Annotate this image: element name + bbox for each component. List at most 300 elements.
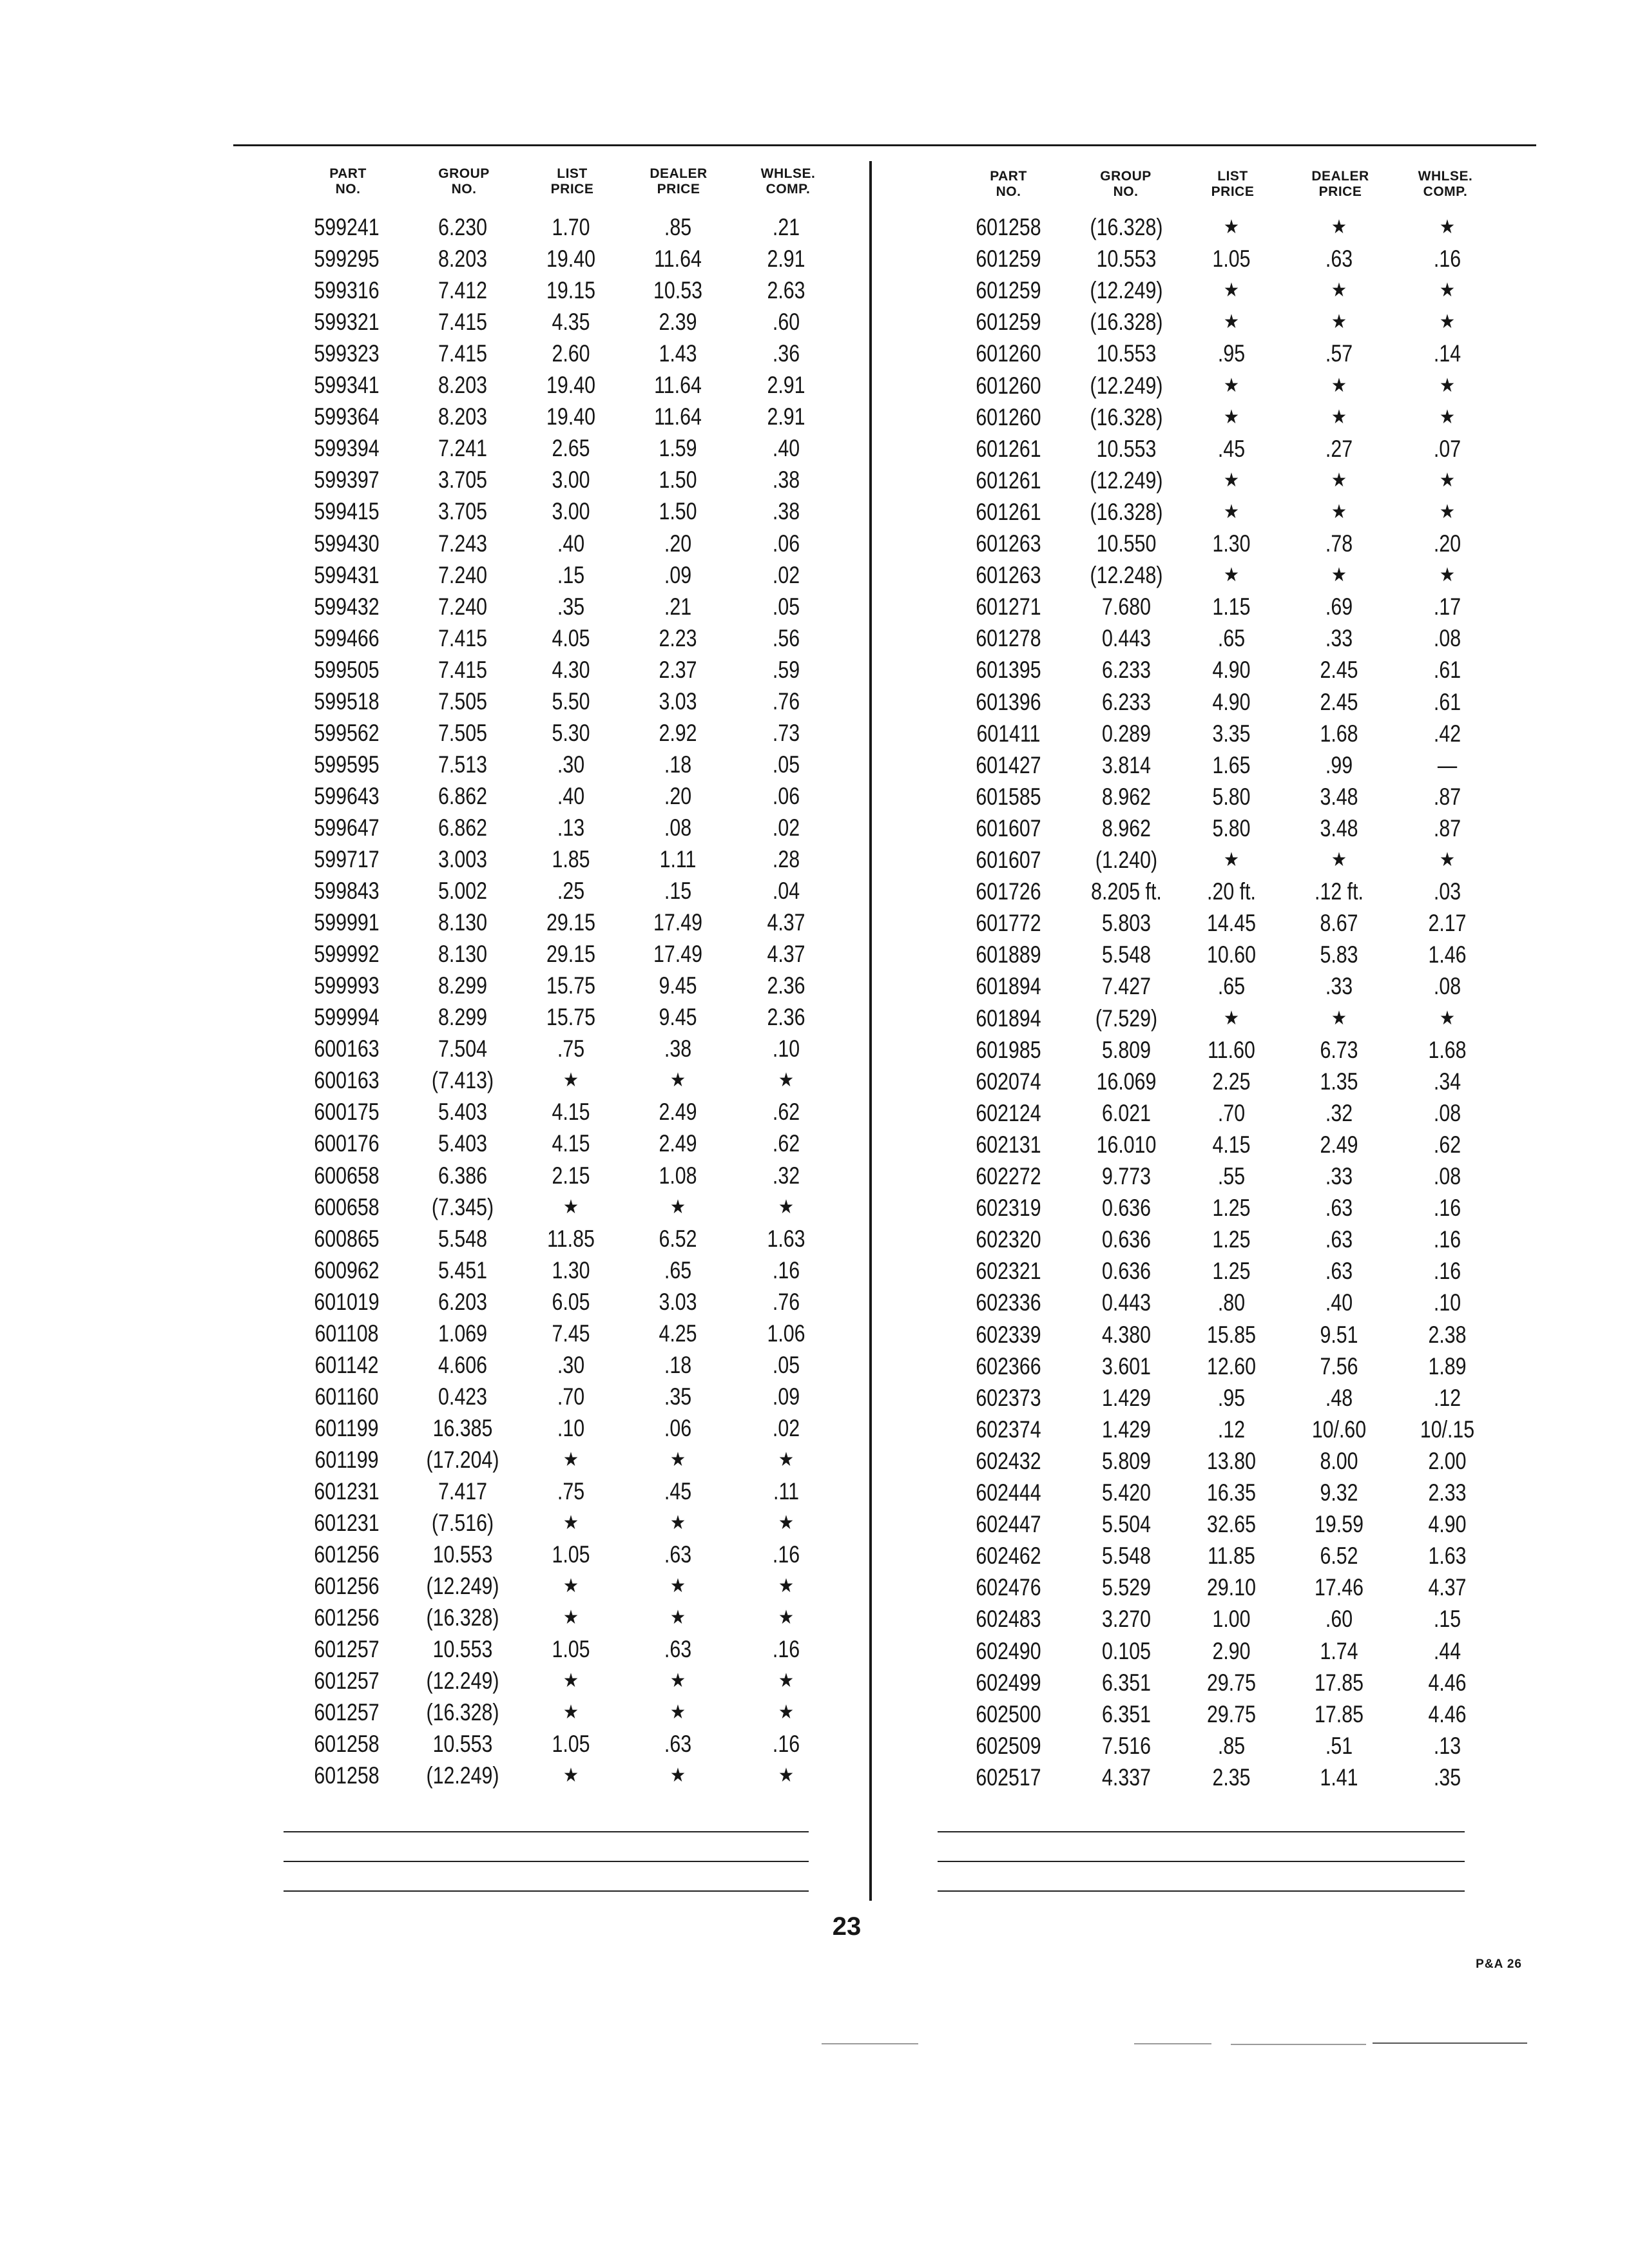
list-price-cell: 3.00: [552, 466, 590, 494]
table-row: [938, 812, 1518, 844]
group-no-cell: (12.249): [426, 1667, 499, 1695]
group-no-cell: 7.240: [438, 593, 487, 620]
list-price-cell: .30: [557, 1351, 585, 1378]
whlse-comp-cell: 2.91: [767, 372, 805, 399]
table-row: [284, 1728, 863, 1760]
table-row: [284, 622, 863, 654]
list-price-cell: 2.35: [1212, 1763, 1251, 1791]
group-no-cell: (7.413): [431, 1067, 494, 1094]
dealer-price-cell: 1.08: [659, 1162, 697, 1189]
group-no-cell: (12.249): [1090, 466, 1163, 494]
group-no-cell: 3.705: [438, 498, 487, 525]
list-price-cell: 14.45: [1207, 910, 1256, 937]
dealer-price-cell: ★: [670, 1670, 686, 1692]
whlse-comp-cell: .62: [772, 1130, 800, 1157]
list-price-cell: 1.30: [1212, 530, 1251, 557]
group-no-cell: 5.002: [438, 878, 487, 905]
table-row: [284, 843, 863, 875]
list-price-cell: 4.35: [552, 309, 590, 336]
whlse-comp-cell: 4.37: [1428, 1574, 1467, 1601]
list-price-cell: 2.90: [1212, 1637, 1251, 1664]
group-no-cell: 0.443: [1102, 1289, 1151, 1316]
group-no-cell: 5.420: [1102, 1479, 1151, 1506]
dealer-price-cell: .51: [1325, 1732, 1353, 1759]
part-no-cell: 601257: [314, 1636, 380, 1663]
part-no-cell: 599397: [314, 466, 380, 494]
dealer-price-cell: .12 ft.: [1315, 878, 1364, 905]
part-no-cell: 601259: [976, 277, 1041, 304]
whlse-comp-cell: .76: [772, 1288, 800, 1315]
dealer-price-cell: .48: [1325, 1384, 1353, 1411]
group-no-cell: 10.553: [432, 1636, 493, 1663]
part-no-cell: 601260: [976, 403, 1041, 430]
list-price-cell: 1.85: [552, 846, 590, 872]
dealer-price-cell: 11.64: [654, 403, 702, 430]
whlse-comp-cell: .04: [772, 878, 800, 905]
table-row: [284, 1254, 863, 1286]
table-row: [938, 907, 1518, 939]
dealer-price-cell: .57: [1325, 340, 1353, 367]
dealer-price-cell: 2.92: [659, 719, 697, 746]
part-no-cell: 602131: [976, 1131, 1041, 1158]
table-row: [938, 1571, 1518, 1603]
whlse-comp-cell: 4.46: [1428, 1700, 1467, 1727]
part-no-cell: 599647: [314, 814, 380, 841]
table-row: [284, 717, 863, 749]
whlse-comp-cell: .60: [772, 309, 800, 336]
header-part-no: PART NO.: [329, 166, 367, 197]
table-row: [284, 243, 863, 274]
group-no-cell: 7.417: [438, 1478, 487, 1504]
list-price-cell: 16.35: [1207, 1479, 1256, 1506]
part-no-cell: 601772: [976, 910, 1041, 937]
dealer-price-cell: .20: [664, 530, 692, 557]
dealer-price-cell: ★: [670, 1070, 686, 1091]
group-no-cell: 8.203: [438, 403, 487, 430]
part-no-cell: 601108: [314, 1320, 379, 1347]
part-no-cell: 602074: [976, 1068, 1041, 1095]
list-price-cell: .95: [1217, 1384, 1246, 1411]
part-no-cell: 601199: [314, 1414, 379, 1441]
list-price-cell: 3.00: [552, 498, 590, 525]
dealer-price-cell: .63: [664, 1636, 692, 1663]
part-no-cell: 601256: [314, 1573, 380, 1600]
dealer-price-cell: .63: [1325, 1195, 1353, 1222]
table-row: [938, 1097, 1518, 1129]
dealer-price-cell: 1.11: [659, 846, 697, 872]
dealer-price-cell: 1.43: [659, 340, 697, 367]
list-price-cell: 1.05: [552, 1731, 590, 1758]
list-price-cell: 4.15: [552, 1130, 590, 1157]
list-price-cell: .25: [557, 878, 585, 905]
table-row: [938, 1129, 1518, 1160]
part-no-cell: 599993: [314, 972, 380, 999]
dealer-price-cell: .63: [1325, 245, 1353, 273]
table-row: [284, 1001, 863, 1033]
list-price-cell: 11.85: [1208, 1542, 1255, 1570]
dealer-price-cell: 6.52: [659, 1225, 697, 1252]
part-no-cell: 600658: [314, 1193, 380, 1220]
whlse-comp-cell: .87: [1433, 814, 1461, 841]
table-row: [938, 211, 1518, 243]
blank-line: [284, 1861, 809, 1862]
dealer-price-cell: ★: [670, 1512, 686, 1534]
list-price-cell: 2.65: [552, 435, 590, 462]
list-price-cell: .70: [1217, 1099, 1246, 1126]
dealer-price-cell: ★: [1331, 849, 1347, 870]
part-no-cell: 599643: [314, 782, 380, 809]
whlse-comp-cell: .21: [772, 214, 800, 240]
whlse-comp-cell: .16: [772, 1731, 800, 1758]
part-no-cell: 602432: [976, 1447, 1041, 1474]
group-no-cell: (16.328): [1090, 498, 1163, 525]
group-no-cell: 0.289: [1102, 720, 1151, 747]
dealer-price-cell: 3.03: [659, 1288, 697, 1315]
whlse-comp-cell: .20: [1433, 530, 1461, 557]
part-no-cell: 602499: [976, 1669, 1041, 1696]
list-price-cell: 7.45: [552, 1320, 590, 1347]
whlse-comp-cell: .38: [772, 498, 800, 525]
table-row: [938, 1603, 1518, 1635]
list-price-cell: 1.05: [1212, 245, 1251, 273]
dealer-price-cell: 19.59: [1315, 1511, 1364, 1538]
part-no-cell: 602500: [976, 1700, 1041, 1727]
group-no-cell: 7.680: [1102, 593, 1151, 620]
part-no-cell: 601263: [976, 562, 1041, 589]
table-row: [284, 369, 863, 401]
whlse-comp-cell: ★: [778, 1670, 795, 1692]
table-row: [284, 1507, 863, 1539]
header-list-price: LIST PRICE: [550, 166, 594, 197]
dealer-price-cell: 9.45: [659, 972, 697, 999]
group-no-cell: 10.553: [1096, 340, 1157, 367]
whlse-comp-cell: 2.33: [1428, 1479, 1467, 1506]
whlse-comp-cell: .59: [772, 656, 800, 683]
whlse-comp-cell: .28: [772, 846, 800, 872]
whlse-comp-cell: .02: [772, 561, 800, 588]
part-no-cell: 601142: [314, 1351, 379, 1378]
group-no-cell: 7.415: [438, 340, 487, 367]
list-price-cell: ★: [1223, 469, 1240, 491]
table-row: [938, 1477, 1518, 1508]
list-price-cell: ★: [1223, 280, 1240, 302]
table-row: [938, 1034, 1518, 1066]
whlse-comp-cell: 4.46: [1428, 1669, 1467, 1696]
group-no-cell: 16.069: [1096, 1068, 1157, 1095]
list-price-cell: 5.80: [1212, 783, 1251, 810]
whlse-comp-cell: .61: [1433, 688, 1461, 715]
table-row: [284, 1539, 863, 1570]
list-price-cell: .85: [1217, 1732, 1246, 1759]
header-part-no: PART NO.: [990, 169, 1027, 199]
group-no-cell: 4.337: [1102, 1763, 1151, 1791]
part-no-cell: 599994: [314, 1004, 380, 1031]
table-row: [284, 306, 863, 338]
whlse-comp-cell: .16: [1433, 245, 1461, 273]
table-row: [284, 907, 863, 938]
dealer-price-cell: ★: [1331, 564, 1347, 586]
list-price-cell: .75: [557, 1035, 585, 1062]
whlse-comp-cell: .13: [1433, 1732, 1461, 1759]
group-no-cell: 16.385: [432, 1414, 493, 1441]
group-no-cell: 6.203: [438, 1288, 487, 1315]
part-no-cell: 601256: [314, 1604, 380, 1631]
part-no-cell: 601199: [314, 1446, 379, 1473]
part-no-cell: 599595: [314, 751, 380, 778]
group-no-cell: 6.233: [1102, 657, 1151, 684]
part-no-cell: 600962: [314, 1256, 380, 1283]
group-no-cell: (7.516): [431, 1510, 494, 1537]
list-price-cell: 19.40: [546, 245, 595, 273]
group-no-cell: 5.803: [1102, 910, 1151, 937]
list-price-cell: ★: [1223, 406, 1240, 428]
group-no-cell: 6.351: [1102, 1700, 1151, 1727]
dealer-price-cell: 2.45: [1320, 657, 1358, 684]
list-price-cell: 15.85: [1207, 1321, 1256, 1348]
whlse-comp-cell: .15: [1433, 1606, 1461, 1633]
dealer-price-cell: ★: [1331, 374, 1347, 396]
part-no-cell: 601263: [976, 530, 1041, 557]
table-row: [938, 1224, 1518, 1255]
group-no-cell: 3.814: [1102, 751, 1151, 778]
table-row: [284, 970, 863, 1001]
list-price-cell: ★: [1223, 1007, 1240, 1029]
whlse-comp-cell: 1.63: [767, 1225, 805, 1252]
dealer-price-cell: .21: [664, 593, 692, 620]
list-price-cell: 1.15: [1212, 593, 1251, 620]
list-price-cell: 11.85: [547, 1225, 595, 1252]
table-row: [938, 1160, 1518, 1192]
dealer-price-cell: 2.23: [659, 624, 697, 651]
group-no-cell: (1.240): [1095, 847, 1158, 873]
table-row: [938, 591, 1518, 622]
part-no-cell: 599717: [314, 846, 380, 872]
list-price-cell: 1.65: [1212, 751, 1251, 778]
table-row: [938, 1319, 1518, 1350]
dealer-price-cell: ★: [670, 1607, 686, 1629]
whlse-comp-cell: ★: [1439, 849, 1456, 870]
table-row: [284, 1475, 863, 1507]
table-row: [284, 464, 863, 495]
table-row: [938, 876, 1518, 907]
group-no-cell: 7.240: [438, 561, 487, 588]
group-no-cell: 5.809: [1102, 1036, 1151, 1063]
whlse-comp-cell: ★: [1439, 406, 1456, 428]
list-price-cell: 5.80: [1212, 814, 1251, 841]
dealer-price-cell: 6.52: [1320, 1542, 1358, 1570]
dealer-price-cell: 6.73: [1320, 1036, 1358, 1063]
part-no-cell: 599316: [314, 277, 380, 304]
whlse-comp-cell: .32: [772, 1162, 800, 1189]
group-no-cell: 8.962: [1102, 814, 1151, 841]
table-row: [284, 749, 863, 780]
dealer-price-cell: 9.32: [1320, 1479, 1358, 1506]
part-no-cell: 601726: [976, 878, 1041, 905]
list-price-cell: ★: [1223, 849, 1240, 870]
table-row: [938, 1445, 1518, 1477]
table-row: [284, 1444, 863, 1475]
group-no-cell: 6.021: [1102, 1099, 1151, 1126]
whlse-comp-cell: ★: [1439, 564, 1456, 586]
part-no-cell: 599466: [314, 624, 380, 651]
whlse-comp-cell: .05: [772, 593, 800, 620]
header-dealer-price: DEALER PRICE: [650, 166, 708, 197]
table-row: [284, 812, 863, 843]
table-row: [938, 1508, 1518, 1540]
part-no-cell: 601231: [314, 1478, 380, 1504]
list-price-cell: 1.30: [552, 1256, 590, 1283]
dealer-price-cell: .63: [664, 1541, 692, 1568]
part-no-cell: 601889: [976, 941, 1041, 968]
whlse-comp-cell: .16: [1433, 1195, 1461, 1222]
list-price-cell: .40: [557, 782, 585, 809]
dealer-price-cell: .09: [664, 561, 692, 588]
part-no-cell: 599505: [314, 656, 380, 683]
list-price-cell: 12.60: [1207, 1352, 1256, 1379]
table-row: [938, 274, 1518, 306]
list-price-cell: ★: [563, 1196, 579, 1218]
list-price-cell: 6.05: [552, 1288, 590, 1315]
group-no-cell: (12.249): [1090, 277, 1163, 304]
group-no-cell: 3.270: [1102, 1606, 1151, 1633]
dealer-price-cell: .85: [664, 214, 692, 240]
table-row: [284, 1665, 863, 1696]
part-no-cell: 601585: [976, 783, 1041, 810]
list-price-cell: 29.75: [1207, 1700, 1256, 1727]
top-rule: [233, 144, 1536, 146]
group-no-cell: (7.529): [1095, 1004, 1158, 1032]
blank-line: [938, 1890, 1465, 1892]
dealer-price-cell: 3.48: [1320, 814, 1358, 841]
list-price-cell: .75: [557, 1478, 585, 1504]
whlse-comp-cell: .62: [1433, 1131, 1461, 1158]
whlse-comp-cell: .87: [1433, 783, 1461, 810]
table-row: [284, 1160, 863, 1191]
part-no-cell: 599341: [314, 372, 380, 399]
part-no-cell: 599562: [314, 719, 380, 746]
group-no-cell: 7.516: [1102, 1732, 1151, 1759]
group-no-cell: 7.415: [438, 656, 487, 683]
part-no-cell: 600176: [314, 1130, 380, 1157]
dealer-price-cell: 8.67: [1320, 910, 1358, 937]
group-no-cell: 7.513: [438, 751, 487, 778]
table-row: [938, 970, 1518, 1002]
part-no-cell: 600163: [314, 1067, 380, 1094]
dealer-price-cell: 1.41: [1320, 1763, 1358, 1791]
list-price-cell: 1.70: [552, 214, 590, 240]
table-row: [284, 1760, 863, 1791]
list-price-cell: ★: [563, 1607, 579, 1629]
group-no-cell: 7.505: [438, 687, 487, 715]
group-no-cell: 7.505: [438, 719, 487, 746]
whlse-comp-cell: .05: [772, 751, 800, 778]
group-no-cell: 3.705: [438, 466, 487, 494]
dealer-price-cell: 17.85: [1315, 1669, 1364, 1696]
part-no-cell: 602444: [976, 1479, 1041, 1506]
dealer-price-cell: ★: [670, 1765, 686, 1787]
list-price-cell: 19.40: [546, 403, 595, 430]
whlse-comp-cell: .44: [1433, 1637, 1461, 1664]
part-no-cell: 602490: [976, 1637, 1041, 1664]
dealer-price-cell: .15: [664, 878, 692, 905]
dealer-price-cell: ★: [670, 1448, 686, 1470]
whlse-comp-cell: .35: [1433, 1763, 1461, 1791]
whlse-comp-cell: .08: [1433, 973, 1461, 1000]
list-price-cell: 4.30: [552, 656, 590, 683]
list-price-cell: ★: [563, 1512, 579, 1534]
scan-mark: [1373, 2042, 1527, 2044]
group-no-cell: (16.328): [426, 1699, 499, 1726]
part-no-cell: 601607: [976, 847, 1041, 873]
dealer-price-cell: 1.59: [659, 435, 697, 462]
dealer-price-cell: ★: [670, 1702, 686, 1724]
header-group-no: GROUP NO.: [1100, 169, 1152, 199]
group-no-cell: 1.429: [1102, 1384, 1151, 1411]
part-no-cell: 599432: [314, 593, 380, 620]
group-no-cell: 7.241: [438, 435, 487, 462]
list-price-cell: 1.05: [552, 1636, 590, 1663]
dealer-price-cell: 17.49: [653, 909, 702, 936]
dealer-price-cell: .60: [1325, 1606, 1353, 1633]
part-no-cell: 601271: [976, 593, 1041, 620]
whlse-comp-cell: .02: [772, 1414, 800, 1441]
part-no-cell: 601257: [314, 1699, 380, 1726]
list-price-cell: 2.25: [1212, 1068, 1251, 1095]
group-no-cell: 8.203: [438, 372, 487, 399]
group-no-cell: 5.504: [1102, 1511, 1151, 1538]
group-no-cell: (16.328): [1090, 309, 1163, 336]
table-row: [284, 591, 863, 622]
group-no-cell: 6.862: [438, 814, 487, 841]
group-no-cell: 5.403: [438, 1130, 487, 1157]
group-no-cell: 0.423: [438, 1383, 487, 1410]
whlse-comp-cell: ★: [778, 1448, 795, 1470]
whlse-comp-cell: 4.37: [767, 909, 805, 936]
dealer-price-cell: ★: [1331, 501, 1347, 523]
whlse-comp-cell: .05: [772, 1351, 800, 1378]
table-row: [284, 875, 863, 907]
group-no-cell: 10.553: [1096, 435, 1157, 462]
dealer-price-cell: 2.45: [1320, 688, 1358, 715]
list-price-cell: .10: [557, 1414, 585, 1441]
table-row: [938, 433, 1518, 465]
group-no-cell: 7.243: [438, 530, 487, 557]
dealer-price-cell: .63: [664, 1731, 692, 1758]
dealer-price-cell: 8.00: [1320, 1447, 1358, 1474]
part-no-cell: 601261: [976, 466, 1041, 494]
whlse-comp-cell: .03: [1433, 878, 1461, 905]
part-no-cell: 601985: [976, 1036, 1041, 1063]
dealer-price-cell: ★: [670, 1196, 686, 1218]
whlse-comp-cell: 2.63: [767, 277, 805, 304]
group-no-cell: 6.351: [1102, 1669, 1151, 1696]
table-row: [938, 939, 1518, 970]
whlse-comp-cell: .16: [772, 1256, 800, 1283]
table-row: [284, 528, 863, 559]
table-row: [938, 1192, 1518, 1224]
whlse-comp-cell: .17: [1433, 593, 1461, 620]
part-no-cell: 599431: [314, 561, 380, 588]
table-row: [938, 1255, 1518, 1287]
part-no-cell: 601160: [314, 1383, 379, 1410]
list-price-cell: ★: [1223, 311, 1240, 333]
whlse-comp-cell: ★: [778, 1512, 795, 1534]
whlse-comp-cell: ★: [1439, 1007, 1456, 1029]
group-no-cell: 10.553: [432, 1541, 493, 1568]
part-no-cell: 601257: [314, 1667, 380, 1695]
table-row: [284, 1064, 863, 1096]
whlse-comp-cell: 2.36: [767, 1004, 805, 1031]
